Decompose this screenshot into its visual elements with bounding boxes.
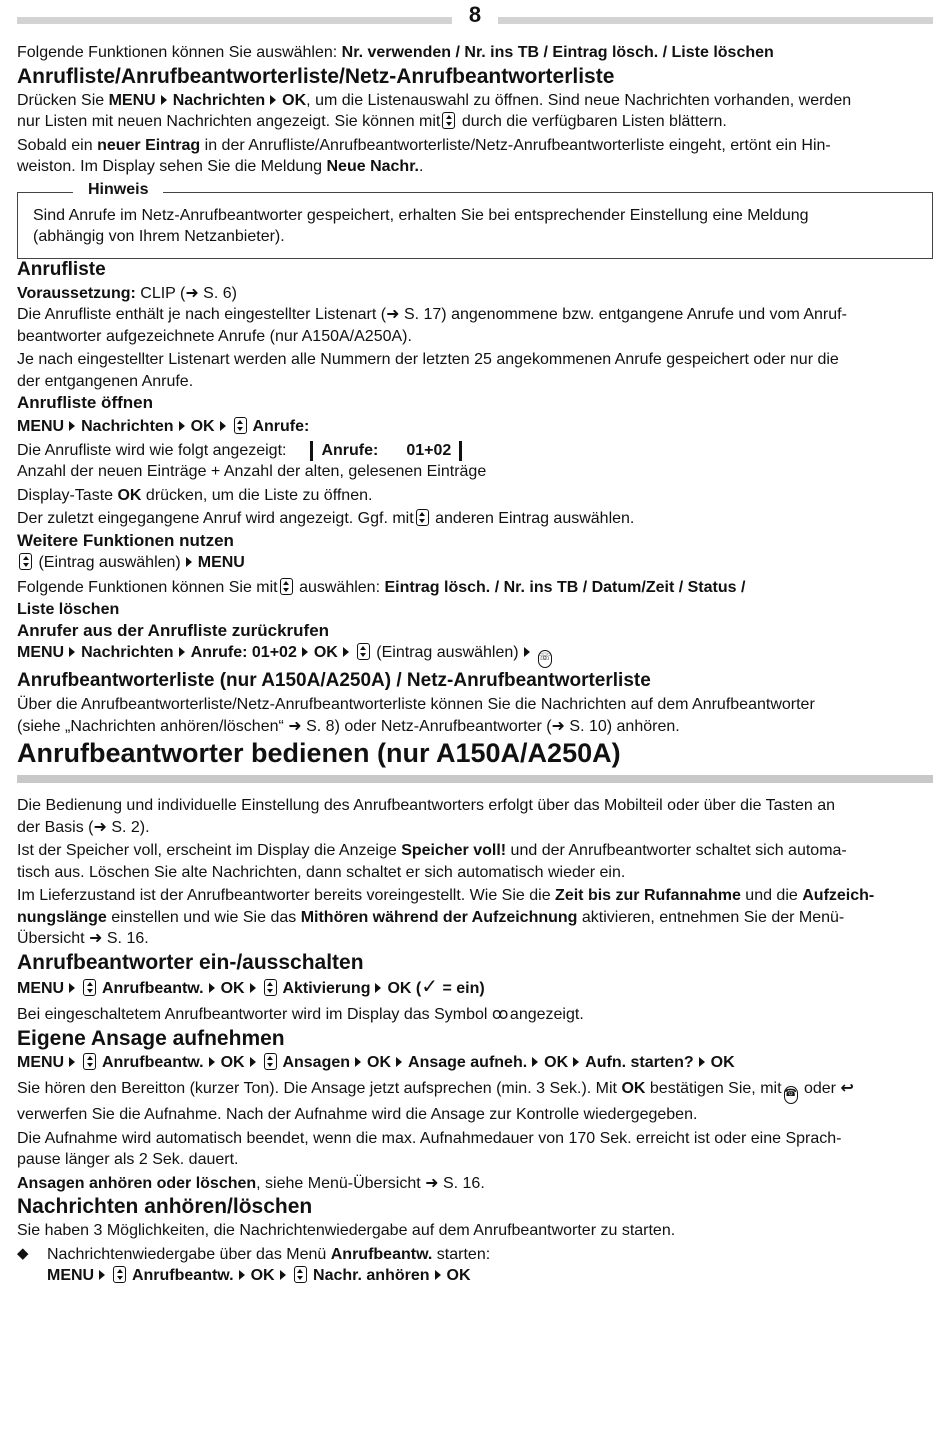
anrufliste-para-1: Die Anrufliste enthält je nach eingestellter Listenart (➜ S. 17) angenommene bzw. entgangene Anrufe und vom Anruf- [17,306,847,323]
nav-key-icon [442,112,455,129]
chapter-para-3b: nungslänge einstellen und wie Sie das Mithören während der Aufzeichnung aktivieren, entnehmen Sie der Menü- [17,908,845,926]
section-title-lists: Anrufliste/Anrufbeantworterliste/Netz-Anrufbeantworterliste [17,64,615,88]
nav-key-icon [113,1266,126,1283]
page-content [17,42,933,1287]
ansage-para-3: Ansagen anhören oder löschen, siehe Menü-Übersicht ➜ S. 16. [17,1174,485,1192]
open-list-display-line: Die Anrufliste wird wie folgt angezeigt: Anrufe: 01+02 [17,440,933,462]
end-call-key-icon: ☎ [784,1086,798,1104]
chapter-para-1b: der Basis (➜ S. 2). [17,818,150,836]
listen-bullet-1 [17,1244,933,1287]
nav-key-icon [280,578,293,595]
call-key-icon: ☏ [538,650,552,668]
answering-machine-icon: oo [491,1004,506,1023]
open-list-title: Anrufliste öffnen [17,393,153,412]
anrufliste-para-2: Je nach eingestellter Listenart werden alle Nummern der letzten 25 angekommenen Anrufe gespeichert oder nur die [17,351,839,368]
note-line-2: (abhängig von Ihrem Netzanbieter). [33,228,285,245]
onoff-title: Anrufbeantworter ein-/ausschalten [17,950,364,974]
callback-title: Anrufer aus der Anrufliste zurückrufen [17,621,330,640]
note-label: Hinweis [73,181,163,199]
lists-para-2: Sobald ein neuer Eintrag in der Anrufliste/Anrufbeantworterliste/Netz-Anrufbeantworterliste eingeht, ertönt ein Hin- [17,136,831,154]
callback-sequence: MENU Nachrichten Anrufe: 01+02 OK (Eintrag auswählen) ☏ [17,642,933,668]
nav-key-icon [234,417,247,434]
prerequisite: Voraussetzung: CLIP (➜ S. 6) [17,284,237,302]
onoff-sequence: MENU Anrufbeantw. OK Aktivierung OK (✓ = ein) [17,973,485,998]
ab-list-para-1b: (siehe „Nachrichten anhören/löschen“ ➜ S. 8) oder Netz-Anrufbeantworter (➜ S. 10) anhören. [17,717,680,735]
more-functions-para-b: Liste löschen [17,600,120,618]
nav-key-icon [83,1053,96,1070]
more-functions-title: Weitere Funktionen nutzen [17,530,234,550]
chapter-para-2: Ist der Speicher voll, erscheint im Display die Anzeige Speicher voll! und der Anrufbeantworter schaltet sich automa- [17,842,847,859]
chapter-para-1: Die Bedienung und individuelle Einstellung des Anrufbeantworters erfolgt über das Mobilteil oder über die Tasten an [17,797,836,814]
open-list-last-line: Der zuletzt eingegangene Anruf wird angezeigt. Ggf. mit anderen Eintrag auswählen. [17,510,635,527]
ab-list-title: Anrufbeantworterliste (nur A150A/A250A) / Netz-Anrufbeantworterliste [17,670,651,691]
intro-line: Folgende Funktionen können Sie auswählen: Nr. verwenden / Nr. ins TB / Eintrag lösch. / Liste löschen [17,44,774,61]
ansage-para-1: Sie hören den Bereitton (kurzer Ton). Die Ansage jetzt aufsprechen (min. 3 Sek.). Mit OK bestätigen Sie, mit ☎ oder ↩ [17,1077,933,1104]
ansage-para-2: Die Aufnahme wird automatisch beendet, wenn die max. Aufnahmedauer von 170 Sek. erreicht ist oder eine Sprach- [17,1129,842,1147]
chapter-para-3c: Übersicht ➜ S. 16. [17,930,149,947]
lists-para-1: Drücken Sie MENU Nachrichten OK, um die Listenauswahl zu öffnen. Sind neue Nachrichten vorhanden, werden [17,91,852,109]
open-list-ok-line: Display-Taste OK drücken, um die Liste zu öffnen. [17,486,373,504]
ansage-title: Eigene Ansage aufnehmen [17,1026,285,1050]
ansage-sequence: MENU Anrufbeantw. OK Ansagen OK Ansage aufneh. OK Aufn. starten? OK [17,1053,735,1071]
nav-key-icon [294,1266,307,1283]
checkmark-icon: ✓ [421,973,439,998]
header-rule-left [17,17,452,24]
listen-para-1: Sie haben 3 Möglichkeiten, die Nachrichtenwiedergabe auf dem Anrufbeantworter zu starten. [17,1222,676,1239]
chapter-para-2b: tisch aus. Löschen Sie alte Nachrichten, dann schaltet er sich automatisch wieder ein. [17,863,626,881]
nav-key-icon [264,1053,277,1070]
anrufliste-para-2b: der entgangenen Anrufe. [17,372,194,390]
anrufliste-title: Anrufliste [17,258,106,280]
display-preview: Anrufe: 01+02 [310,441,462,461]
more-functions-para: Folgende Funktionen können Sie mit auswählen: Eintrag lösch. / Nr. ins TB / Datum/Zeit / Status / [17,579,746,596]
note-box [17,180,933,259]
back-key-icon: ↩ [840,1078,854,1097]
open-list-count-line: Anzahl der neuen Einträge + Anzahl der alten, gelesenen Einträge [17,463,487,480]
ab-list-para-1: Über die Anrufbeantworterliste/Netz-Anrufbeantworterliste können Sie die Nachrichten auf dem Anrufbeantworter [17,696,815,713]
nav-key-icon [83,979,96,996]
ansage-para-2b: pause länger als 2 Sek. dauert. [17,1151,239,1168]
open-list-sequence: MENU Nachrichten OK Anrufe: [17,418,310,435]
lists-para-1b: nur Listen mit neuen Nachrichten angezeigt. Sie können mit durch die verfügbaren Listen blättern. [17,113,727,130]
chapter-para-3: Im Lieferzustand ist der Anrufbeantworter bereits voreingestellt. Wie Sie die Zeit bis zur Rufannahme und die Aufzeich- [17,887,875,904]
nav-key-icon [416,509,429,526]
nav-key-icon [19,553,32,570]
listen-title: Nachrichten anhören/löschen [17,1195,313,1218]
onoff-para: Bei eingeschaltetem Anrufbeantworter wird im Display das Symbol oo angezeigt. [17,1004,584,1023]
chapter-rule [17,775,933,783]
ansage-para-1b: verwerfen Sie die Aufnahme. Nach der Aufnahme wird die Ansage zur Kontrolle wiedergegeben. [17,1106,698,1123]
note-line-1: Sind Anrufe im Netz-Anrufbeantworter gespeichert, erhalten Sie bei entsprechender Einstellung eine Meldung [33,206,809,224]
lists-para-2b: weiston. Im Display sehen Sie die Meldung Neue Nachr.. [17,158,424,175]
nav-key-icon [264,979,277,996]
nav-key-icon [357,643,370,660]
listen-bullet-sequence: MENU Anrufbeantw. OK Nachr. anhören OK [47,1267,471,1284]
header-rule-right [498,17,933,24]
bullet-diamond-icon: ◆ [17,1244,29,1262]
anrufliste-para-1b: beantworter aufgezeichnete Anrufe (nur A150A/A250A). [17,327,412,345]
listen-bullet-text: Nachrichtenwiedergabe über das Menü Anrufbeantw. starten: [47,1245,491,1263]
chapter-title: Anrufbeantworter bedienen (nur A150A/A250A) [17,738,621,768]
page-number: 8 [468,2,482,27]
more-functions-sequence: (Eintrag auswählen) MENU [17,552,933,574]
